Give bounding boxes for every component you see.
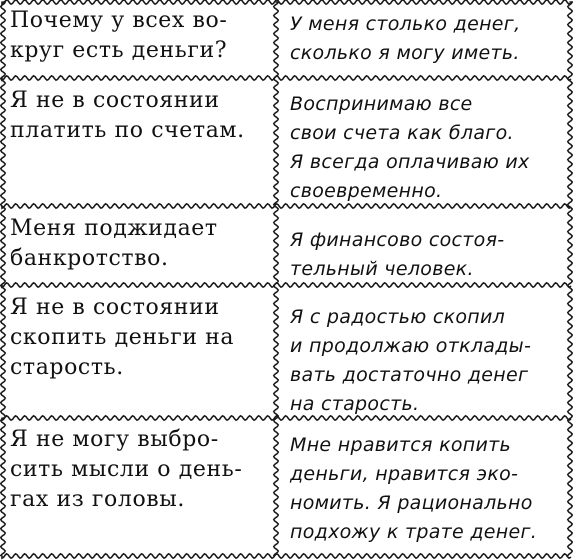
row-divider: [2, 76, 571, 80]
column-divider: [274, 2, 278, 556]
affirmation-text: Я с радостью скопил и продолжаю отклады- вать достаточно денег на старость.: [290, 306, 532, 415]
problem-text: Меня поджидает банкротство.: [10, 216, 218, 271]
problem-text: Я не могу выбро- сить мысли о день- гах из головы.: [10, 427, 243, 512]
affirmation-text: У меня столько денег, сколько я могу иметь.: [290, 13, 521, 64]
row-divider: [2, 0, 571, 4]
affirmation-text: Я финансово состоя- тельный человек.: [290, 229, 505, 280]
problem-text: Я не в состоянии платить по счетам.: [10, 88, 245, 143]
affirmation-text: Мне нравится копить деньги, нравится эко- номить. Я рационально подхожу к трате денег.: [290, 434, 538, 543]
column-divider: [1, 2, 5, 556]
column-divider: [568, 2, 572, 556]
problem-text: Почему у всех во- круг есть деньги?: [10, 8, 228, 63]
row-divider: [2, 554, 571, 558]
affirmation-text: Воспринимаю все свои счета как благо. Я всегда оплачиваю их своевременно.: [290, 93, 530, 202]
problem-text: Я не в состоянии скопить деньги на старость.: [10, 295, 235, 380]
